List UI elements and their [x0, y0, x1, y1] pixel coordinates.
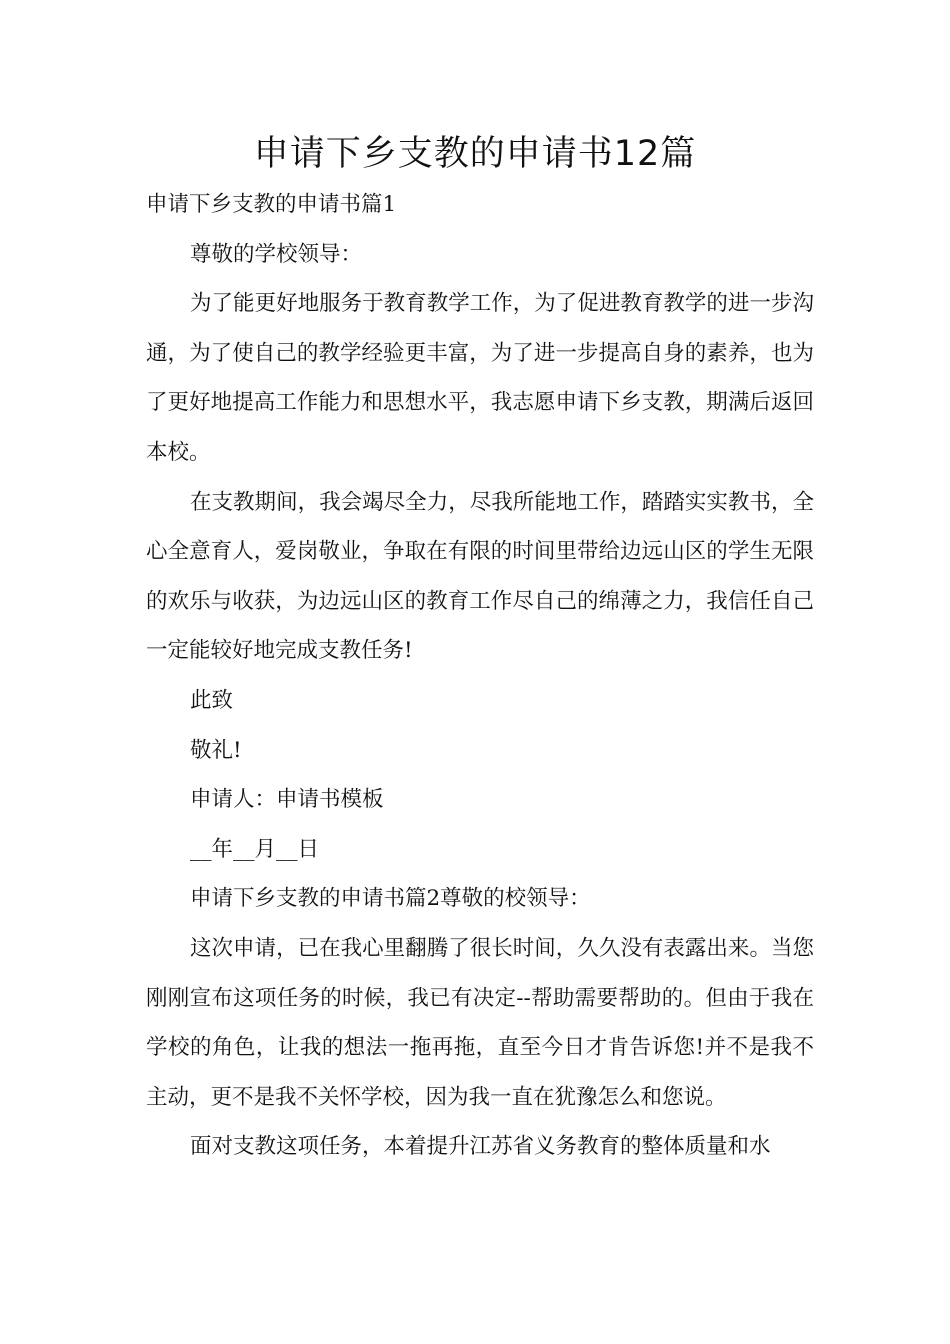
- paragraph-3: 这次申请，已在我心里翻腾了很长时间，久久没有表露出来。当您刚刚宣布这项任务的时候，我已有决定--帮助需要帮助的。但由于我在学校的角色，让我的想法一拖再拖，直至今日才肯告诉您!并不是我不主动，更不是我不关怀学校，因为我一直在犹豫怎么和您说。: [146, 935, 814, 1110]
- section-1-heading: 申请下乡支教的申请书篇1: [146, 192, 397, 217]
- paragraph-4: 面对支教这项任务，本着提升江苏省义务教育的整体质量和水: [190, 1134, 771, 1160]
- salutation-1: 尊敬的学校领导：: [190, 241, 363, 267]
- paragraph-2: 在支教期间，我会竭尽全力，尽我所能地工作，踏踏实实教书，全心全意育人，爱岗敬业，争取在有限的时间里带给边远山区的学生无限的欢乐与收获，为边远山区的教育工作尽自己的绵薄之力，我信任自己一定能较好地完成支教任务!: [146, 489, 814, 664]
- paragraph-1: 为了能更好地服务于教育教学工作，为了促进教育教学的进一步沟通，为了使自己的教学经验更丰富，为了进一步提高自身的素养，也为了更好地提高工作能力和思想水平，我志愿申请下乡支教，期满后返回本校。: [146, 291, 814, 465]
- document-title: 申请下乡支教的申请书12篇: [253, 134, 697, 174]
- signature-line: 申请人：申请书模板: [190, 787, 384, 813]
- document-body: [146, 180, 814, 1172]
- date-line: __年__月__日: [190, 836, 320, 862]
- closing-line-2: 敬礼!: [190, 737, 242, 763]
- closing-line-1: 此致: [190, 687, 234, 713]
- section-2-heading: 申请下乡支教的申请书篇2尊敬的校领导：: [190, 886, 591, 912]
